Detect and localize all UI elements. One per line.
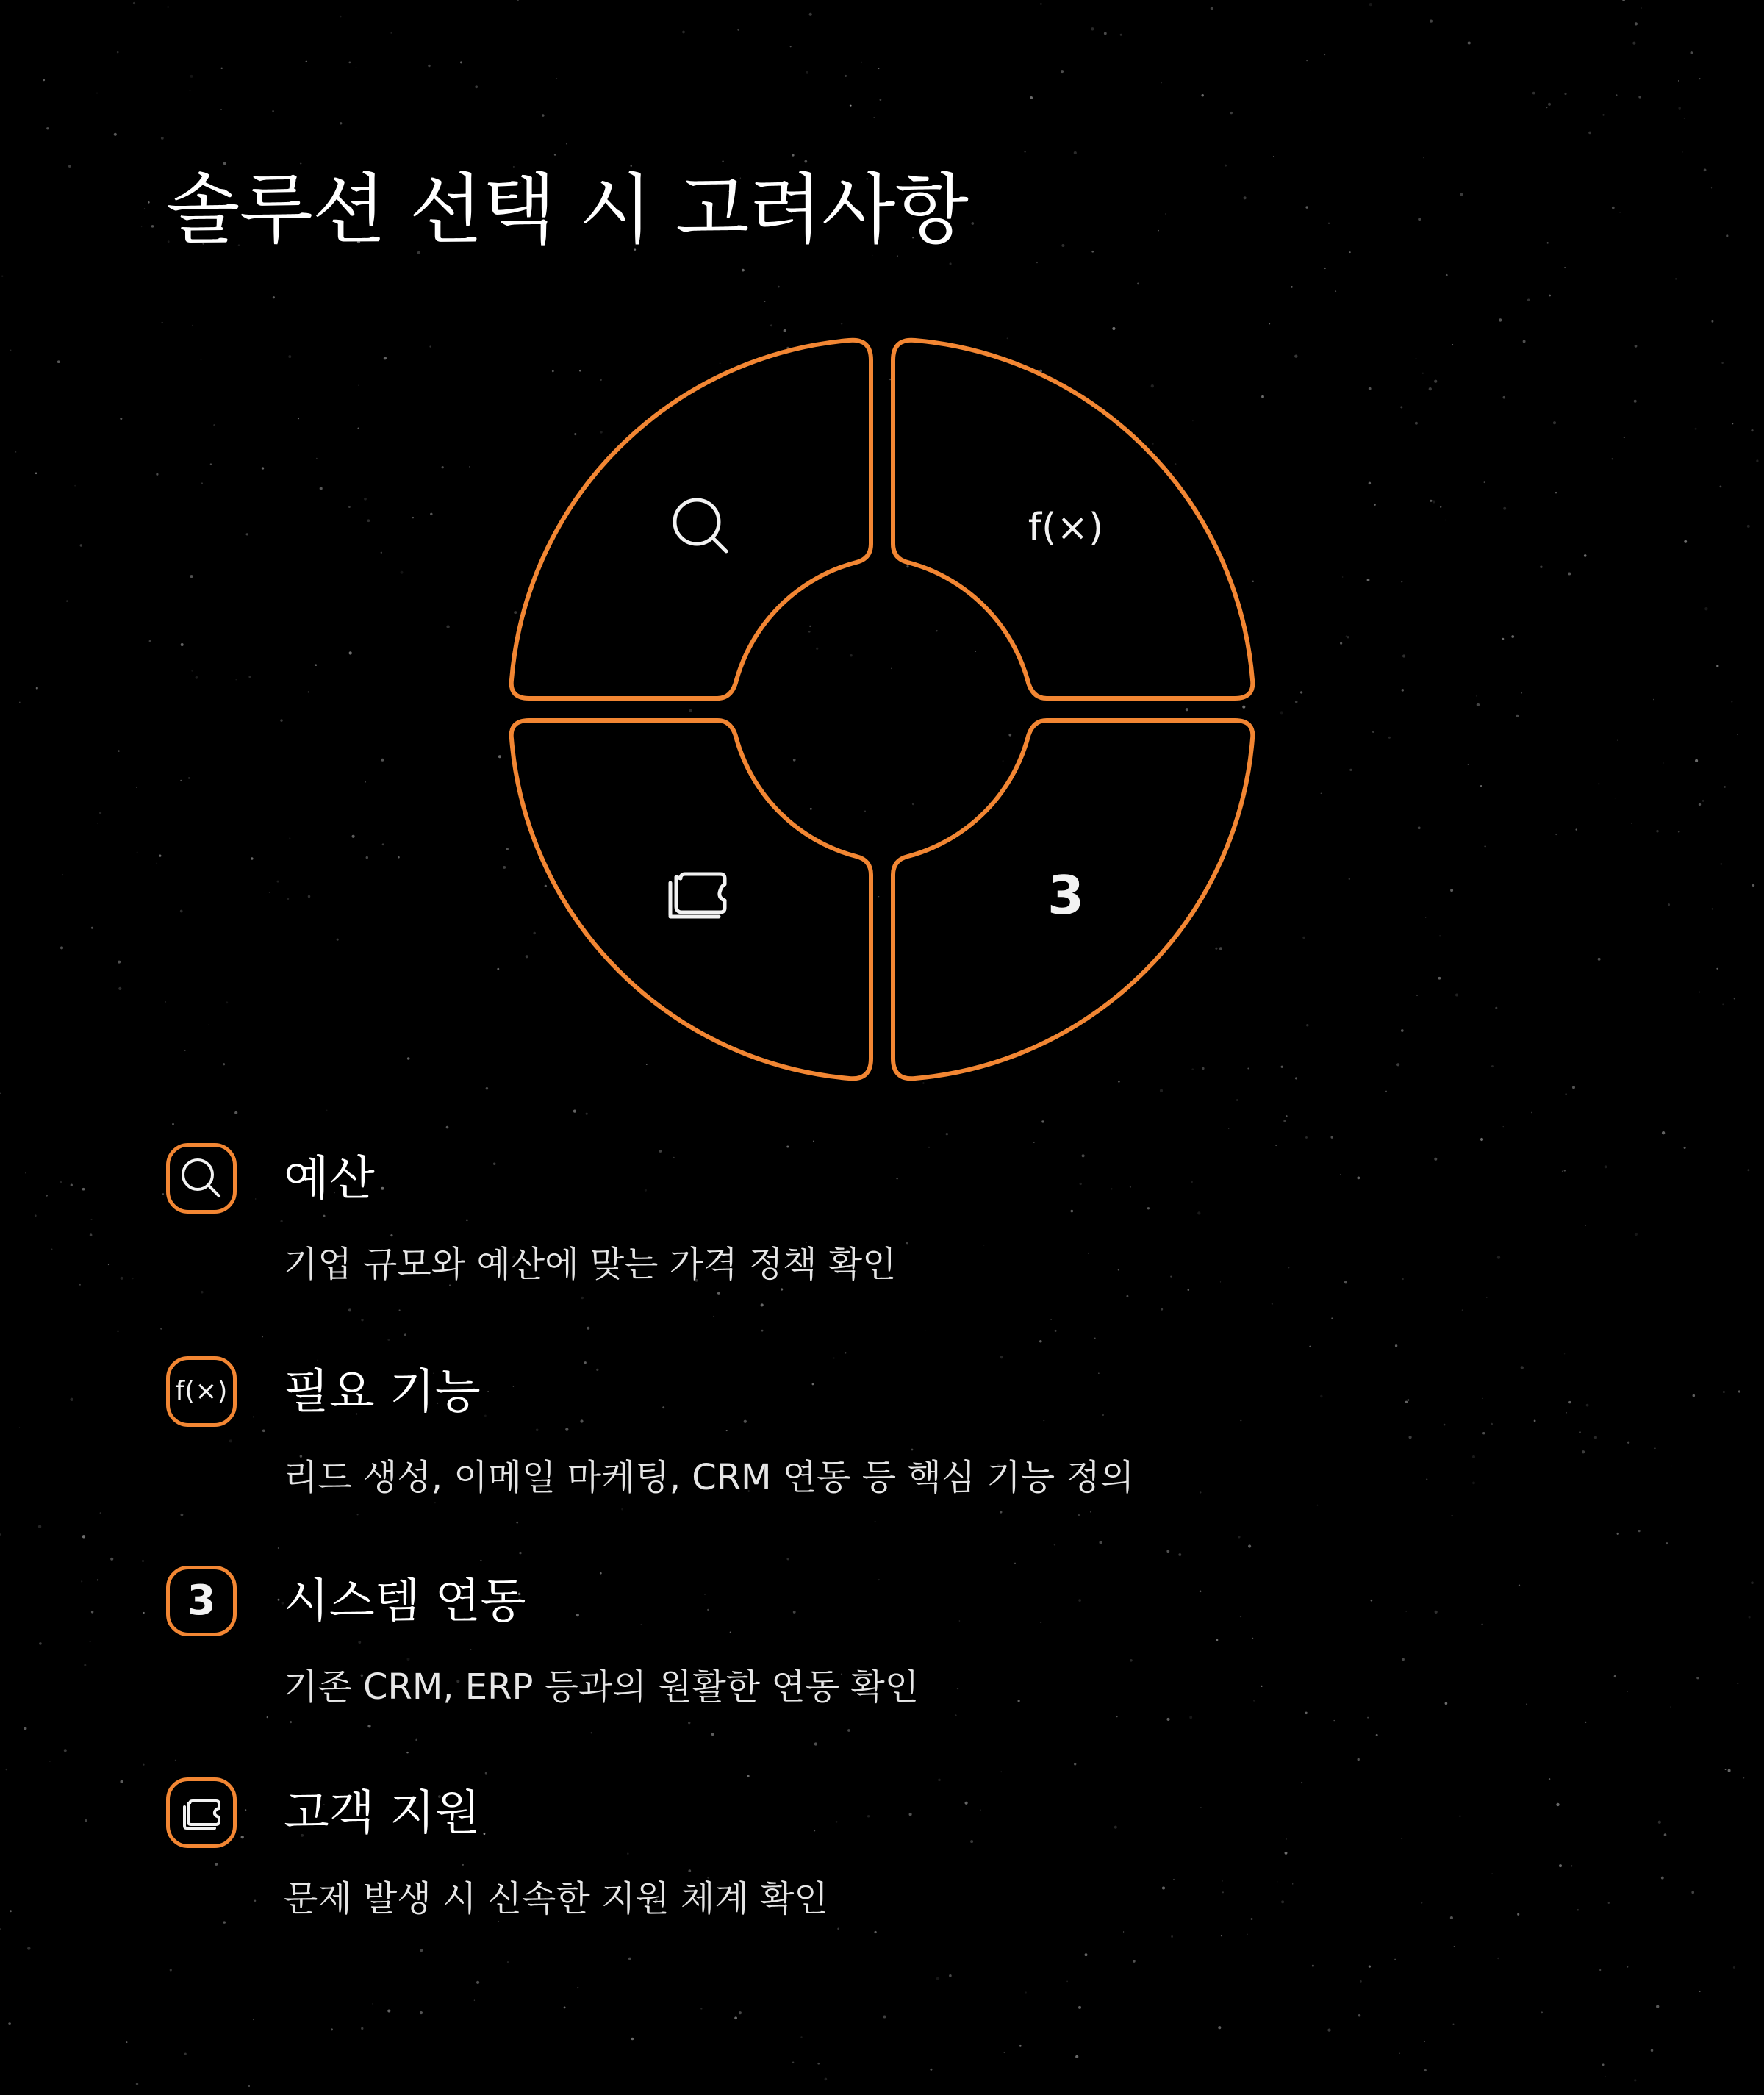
item-title: 필요 기능 xyxy=(284,1365,481,1419)
page-title: 솔루션 선택 시 고려사항 xyxy=(166,165,968,254)
number-3-icon-badge xyxy=(166,1566,237,1636)
search-icon-badge xyxy=(166,1143,237,1214)
item-description: 기존 CRM, ERP 등과의 원활한 연동 확인 xyxy=(284,1666,919,1708)
number-3-icon: 3 xyxy=(187,1577,216,1625)
search-icon xyxy=(178,1155,225,1202)
item-description: 기업 규모와 예산에 맞는 가격 정책 확인 xyxy=(284,1244,897,1285)
function-icon: f(×) xyxy=(175,1376,228,1406)
item-description: 리드 생성, 이메일 마케팅, CRM 연동 등 핵심 기능 정의 xyxy=(284,1457,1135,1498)
quadrant-top-left xyxy=(512,340,871,698)
list-item-budget xyxy=(166,1143,1563,1305)
list-item-features xyxy=(166,1356,1563,1518)
list-item-support xyxy=(166,1777,1563,1939)
list-item-integration xyxy=(166,1566,1563,1727)
ticket-icon xyxy=(178,1789,225,1836)
number-3-icon: 3 xyxy=(1047,864,1085,926)
item-title: 예산 xyxy=(284,1152,375,1206)
item-title: 고객 지원 xyxy=(284,1786,481,1841)
quadrant-bottom-left xyxy=(512,720,871,1078)
item-description: 문제 발생 시 신속한 지원 체계 확인 xyxy=(284,1878,828,1919)
item-title: 시스템 연동 xyxy=(284,1575,526,1629)
function-icon: f(×) xyxy=(1028,506,1104,550)
function-icon-badge xyxy=(166,1356,237,1427)
ticket-icon-badge xyxy=(166,1777,237,1848)
